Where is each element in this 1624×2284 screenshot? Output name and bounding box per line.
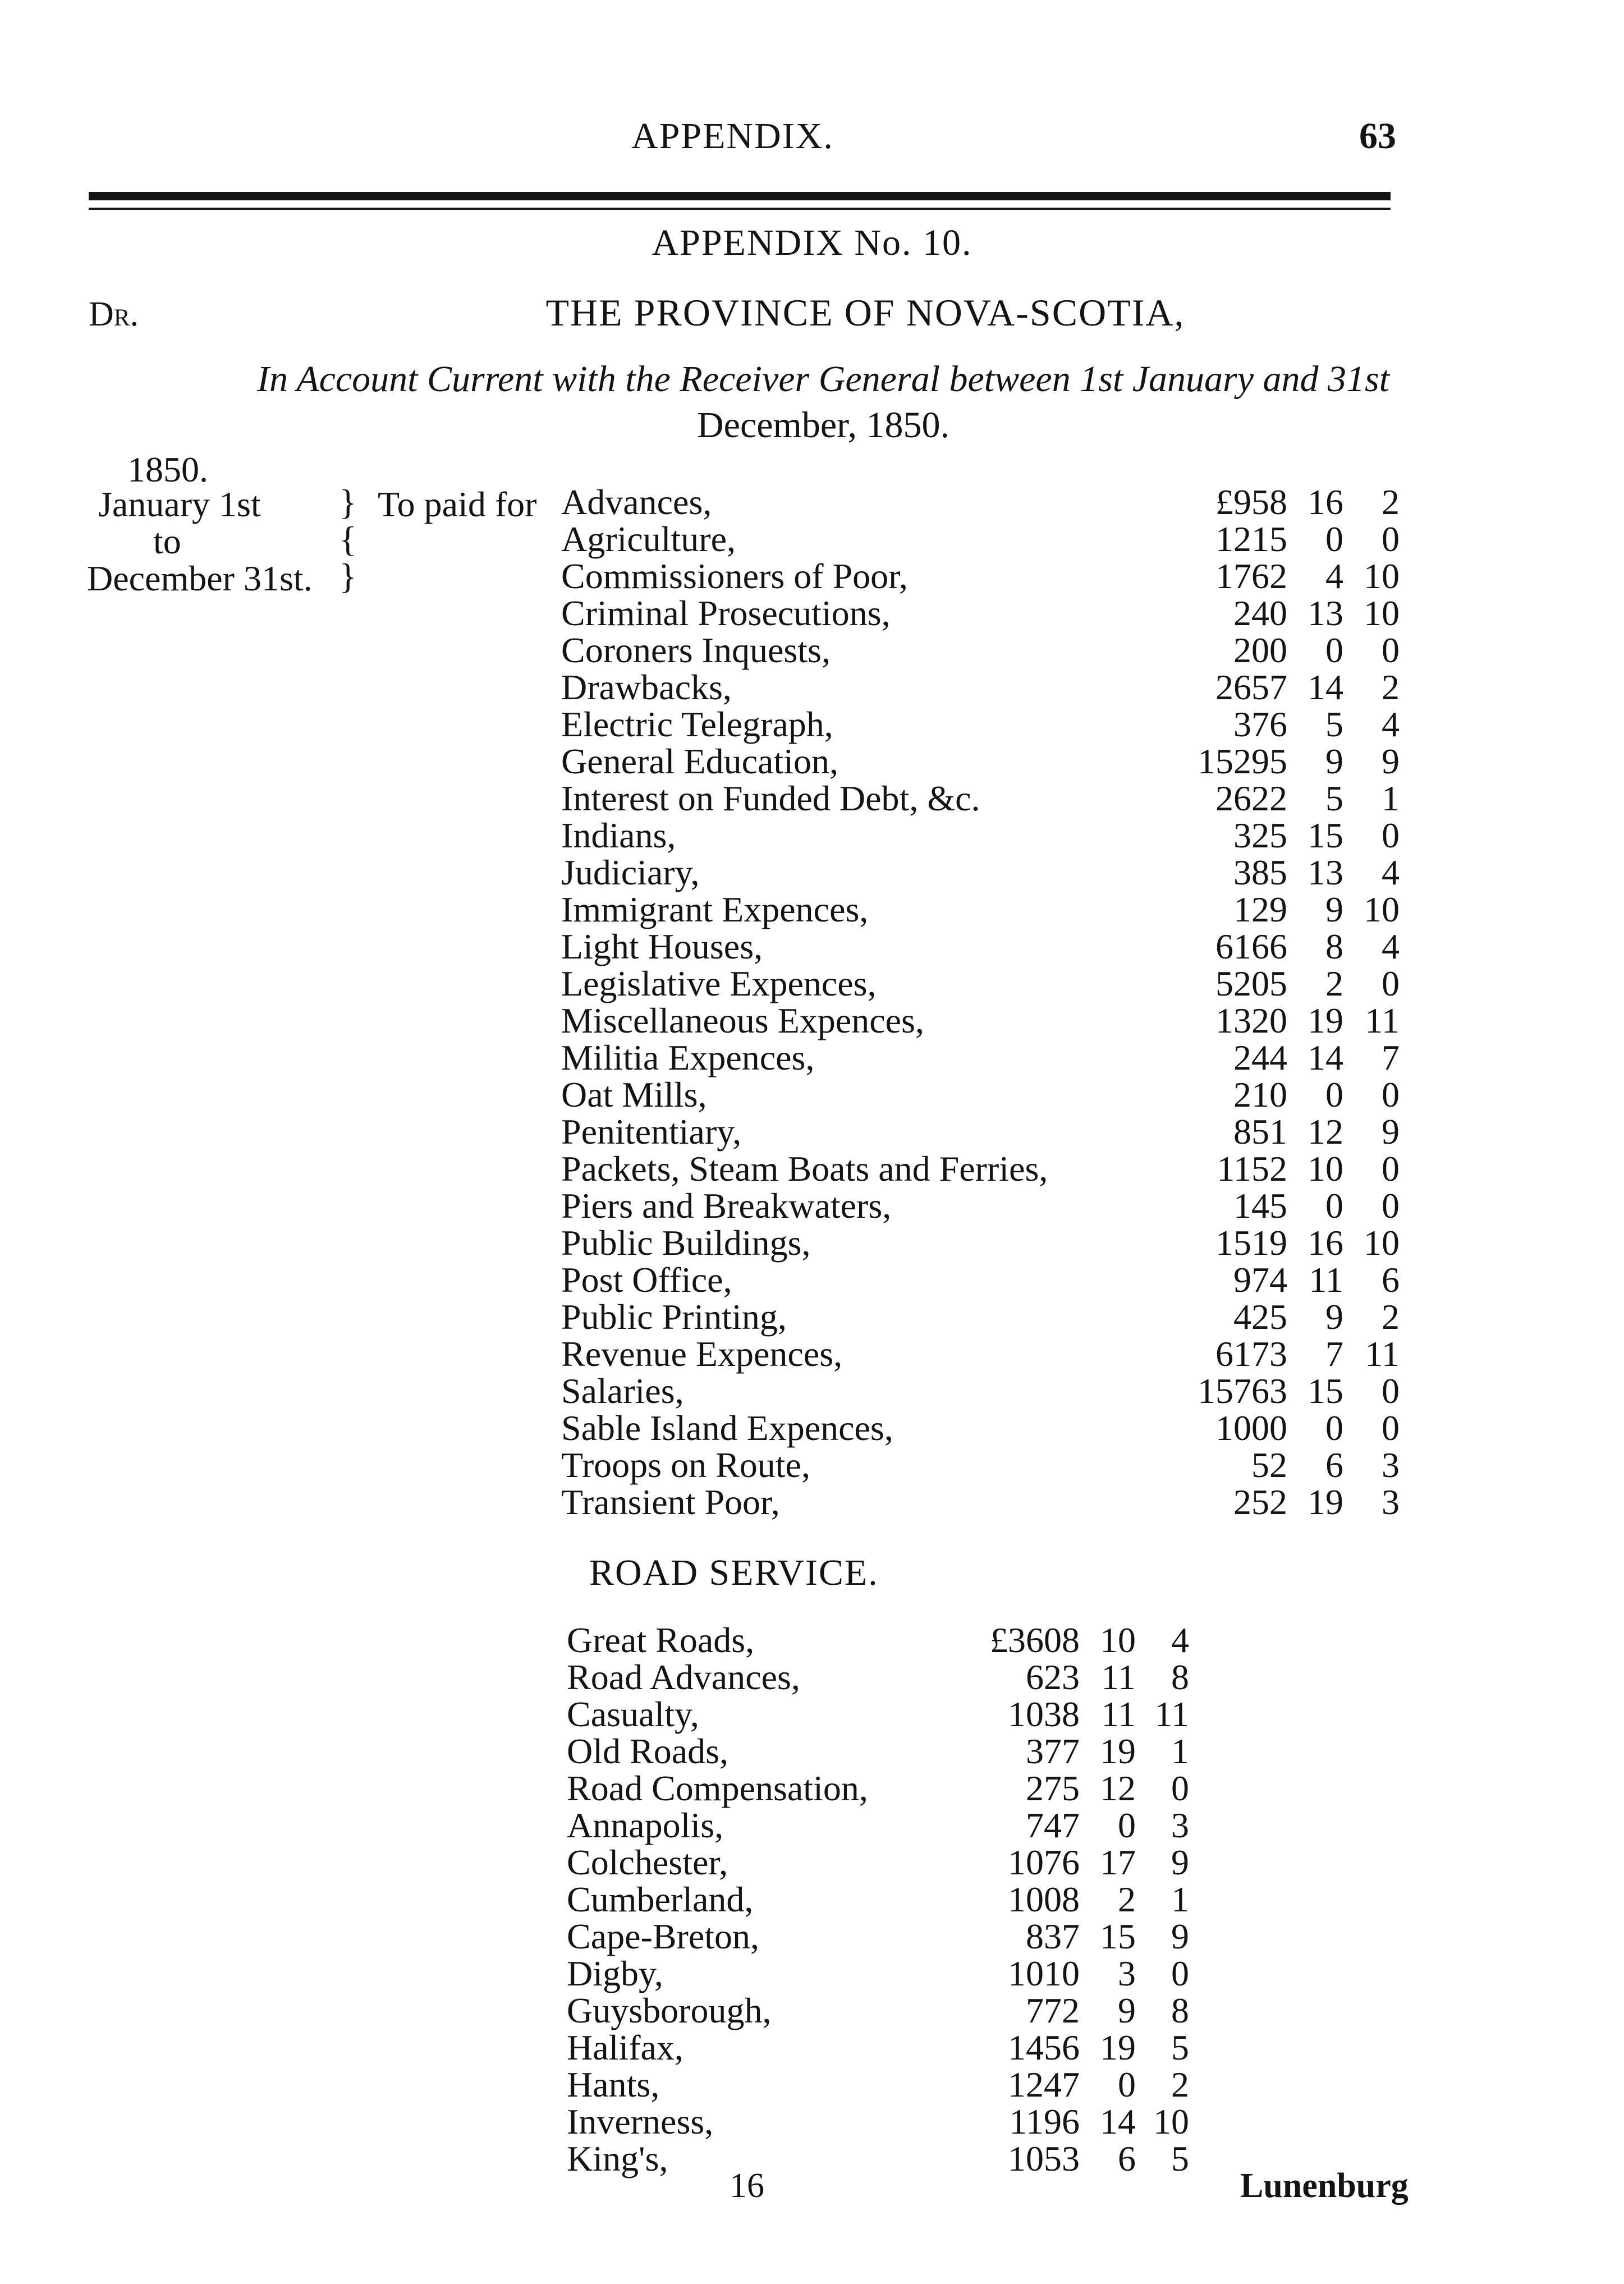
- amount-shillings: 15: [1100, 1916, 1136, 1956]
- ledger-row: [0, 632, 1624, 669]
- period-until: December 31st.: [87, 558, 313, 598]
- amount-pence: 9: [1382, 1112, 1400, 1152]
- amount-pounds: 385: [1233, 852, 1287, 892]
- amount-pounds: 1320: [1215, 1001, 1287, 1040]
- amount-shillings: 2: [1118, 1879, 1136, 1919]
- ledger-row: [0, 1002, 1624, 1039]
- amount-pounds: 1247: [1008, 2065, 1080, 2104]
- ledger-row: [0, 1696, 1624, 1733]
- amount-shillings: 14: [1100, 2102, 1136, 2141]
- amount-pence: 0: [1382, 815, 1400, 855]
- amount-pounds: 747: [1026, 1805, 1080, 1845]
- amount-pence: 0: [1382, 1186, 1400, 1226]
- amount-pounds: 851: [1233, 1112, 1287, 1152]
- amount-shillings: 9: [1325, 1297, 1343, 1337]
- ledger-row: [0, 1076, 1624, 1113]
- amount-pounds: 240: [1233, 593, 1287, 633]
- ledger-row: [0, 891, 1624, 928]
- ledger-row: [0, 1410, 1624, 1447]
- amount-pounds: 6166: [1215, 927, 1287, 966]
- ledger-item-label: Salaries,: [561, 1371, 684, 1411]
- amount-shillings: 7: [1325, 1334, 1343, 1374]
- ledger-row: [0, 1733, 1624, 1770]
- amount-pence: 4: [1382, 852, 1400, 892]
- amount-pence: 8: [1171, 1991, 1189, 2030]
- amount-shillings: 0: [1325, 519, 1343, 559]
- amount-pence: 0: [1171, 1768, 1189, 1808]
- ledger-row: [0, 2029, 1624, 2066]
- ledger-row: [0, 1447, 1624, 1484]
- period-year: 1850.: [127, 450, 208, 489]
- ledger-row: [0, 1844, 1624, 1881]
- ledger-item-label: Halifax,: [567, 2028, 683, 2067]
- ledger-item-label: Cumberland,: [567, 1879, 754, 1919]
- amount-shillings: 15: [1308, 815, 1343, 855]
- amount-pence: 0: [1382, 964, 1400, 1003]
- amount-shillings: 0: [1325, 1075, 1343, 1115]
- amount-pounds: 275: [1026, 1768, 1080, 1808]
- ledger-row: [0, 1955, 1624, 1992]
- amount-pence: 3: [1382, 1482, 1400, 1522]
- ledger-item-label: Casualty,: [567, 1694, 699, 1734]
- amount-pounds: 1215: [1215, 519, 1287, 559]
- amount-shillings: 11: [1101, 1694, 1136, 1734]
- ledger-item-label: Annapolis,: [567, 1805, 724, 1845]
- amount-shillings: 9: [1118, 1991, 1136, 2030]
- ledger-item-label: Electric Telegraph,: [561, 704, 833, 744]
- ledger-item-label: Sable Island Expences,: [561, 1408, 893, 1448]
- amount-pence: 1: [1171, 1879, 1189, 1919]
- amount-pounds: 1008: [1008, 1879, 1080, 1919]
- ledger-row: [0, 1224, 1624, 1262]
- amount-pounds: 15763: [1198, 1371, 1287, 1411]
- ledger-item-label: Digby,: [567, 1953, 663, 1993]
- ledger-item-label: Guysborough,: [567, 1991, 772, 2030]
- ledger-row: [0, 1262, 1624, 1299]
- running-header: [0, 115, 1624, 166]
- ledger-row: [0, 521, 1624, 558]
- amount-pence: 2: [1382, 1297, 1400, 1337]
- ledger-item-label: Packets, Steam Boats and Ferries,: [561, 1149, 1048, 1189]
- ledger-row: [0, 1113, 1624, 1150]
- amount-shillings: 0: [1325, 1186, 1343, 1226]
- amount-pounds: 837: [1026, 1916, 1080, 1956]
- amount-shillings: 3: [1118, 1953, 1136, 1993]
- amount-shillings: 0: [1118, 2065, 1136, 2104]
- amount-pounds: 1010: [1008, 1953, 1080, 1993]
- amount-pounds: 1196: [1009, 2102, 1080, 2141]
- amount-pence: 8: [1171, 1657, 1189, 1697]
- amount-pence: 1: [1382, 778, 1400, 818]
- subtitle-line-2: December, 1850.: [696, 405, 949, 446]
- amount-shillings: 13: [1308, 852, 1343, 892]
- road-service-title: ROAD SERVICE.: [589, 1552, 879, 1593]
- ledger-row: [0, 1373, 1624, 1410]
- ledger-item-label: Advances,: [561, 482, 712, 522]
- amount-pence: 0: [1382, 519, 1400, 559]
- ledger-row: [0, 1039, 1624, 1076]
- ledger-row: [0, 965, 1624, 1002]
- amount-pence: 7: [1382, 1038, 1400, 1077]
- amount-pounds: 145: [1233, 1186, 1287, 1226]
- ledger-row: [0, 854, 1624, 891]
- ledger-row: [0, 1992, 1624, 2029]
- amount-shillings: 0: [1325, 1408, 1343, 1448]
- amount-pence: 9: [1171, 1842, 1189, 1882]
- amount-pence: 0: [1382, 630, 1400, 670]
- amount-pounds: 377: [1026, 1731, 1080, 1771]
- amount-pounds: 772: [1026, 1991, 1080, 2030]
- amount-pounds: 1076: [1008, 1842, 1080, 1882]
- ledger-item-label: Post Office,: [561, 1260, 732, 1300]
- amount-pounds: 5205: [1215, 964, 1287, 1003]
- ledger-row: [0, 2066, 1624, 2103]
- ledger-row: [0, 669, 1624, 706]
- amount-shillings: 5: [1325, 704, 1343, 744]
- ledger-row: [0, 1881, 1624, 1918]
- ledger-row: [0, 1918, 1624, 1955]
- ledger-item-label: Penitentiary,: [561, 1112, 742, 1152]
- ledger-item-label: Light Houses,: [561, 927, 763, 966]
- amount-pounds: 2622: [1215, 778, 1287, 818]
- ledger-item-label: Judiciary,: [561, 852, 700, 892]
- amount-pounds: 15295: [1198, 741, 1287, 781]
- amount-pence: 1: [1171, 1731, 1189, 1771]
- amount-pence: 0: [1382, 1149, 1400, 1189]
- road-service-list: [0, 1622, 1624, 2177]
- amount-shillings: 11: [1309, 1260, 1343, 1300]
- ledger-row: [0, 1484, 1624, 1521]
- ledger-item-label: Road Advances,: [567, 1657, 800, 1697]
- amount-pence: 5: [1171, 2028, 1189, 2067]
- amount-pence: 6: [1382, 1260, 1400, 1300]
- ledger-item-label: Coroners Inquests,: [561, 630, 831, 670]
- catchword: Lunenburg: [1240, 2167, 1409, 2205]
- amount-pence: 0: [1171, 1953, 1189, 1993]
- ledger-item-label: Great Roads,: [567, 1620, 755, 1660]
- period-from: January 1st: [98, 484, 261, 524]
- ledger-item-label: Transient Poor,: [561, 1482, 780, 1522]
- ledger-row: [0, 1336, 1624, 1373]
- amount-pence: 10: [1364, 889, 1400, 929]
- amount-pounds: 200: [1233, 630, 1287, 670]
- ledger-row: [0, 743, 1624, 780]
- amount-pence: 0: [1382, 1371, 1400, 1411]
- amount-shillings: 19: [1100, 2028, 1136, 2067]
- amount-pence: 11: [1365, 1334, 1400, 1374]
- ledger-row: [0, 706, 1624, 743]
- amount-pence: 9: [1171, 1916, 1189, 1956]
- amount-shillings: 16: [1308, 482, 1343, 522]
- amount-shillings: 12: [1308, 1112, 1343, 1152]
- ledger-item-label: Public Buildings,: [561, 1223, 811, 1263]
- amount-pence: 10: [1364, 593, 1400, 633]
- amount-pence: 5: [1171, 2139, 1189, 2178]
- amount-pence: 2: [1382, 482, 1400, 522]
- ledger-row: [0, 1770, 1624, 1807]
- amount-shillings: 15: [1308, 1371, 1343, 1411]
- ledger-item-label: Agriculture,: [561, 519, 736, 559]
- ledger-item-label: Interest on Funded Debt, &c.: [561, 778, 980, 818]
- amount-pounds: 244: [1233, 1038, 1287, 1077]
- amount-pounds: 1519: [1215, 1223, 1287, 1263]
- amount-shillings: 17: [1100, 1842, 1136, 1882]
- ledger-item-label: Old Roads,: [567, 1731, 728, 1771]
- amount-pounds: 129: [1233, 889, 1287, 929]
- ledger-item-label: Road Compensation,: [567, 1768, 868, 1808]
- amount-shillings: 10: [1100, 1620, 1136, 1660]
- amount-shillings: 10: [1308, 1149, 1343, 1189]
- ledger-row: [0, 1187, 1624, 1224]
- ledger-row: [0, 928, 1624, 965]
- amount-pounds: 1456: [1008, 2028, 1080, 2067]
- period-to: to: [153, 521, 181, 561]
- ledger-item-label: Troops on Route,: [561, 1445, 810, 1485]
- amount-shillings: 8: [1325, 927, 1343, 966]
- debit-label: Dr.: [89, 295, 139, 333]
- amount-pounds: £3608: [990, 1620, 1080, 1660]
- ledger-row: [0, 1299, 1624, 1336]
- amount-pounds: 210: [1233, 1075, 1287, 1115]
- amount-pence: 3: [1171, 1805, 1189, 1845]
- ledger-item-label: Drawbacks,: [561, 667, 732, 707]
- page-number: 63: [1359, 116, 1396, 157]
- amount-pence: 3: [1382, 1445, 1400, 1485]
- ledger-item-label: Piers and Breakwaters,: [561, 1186, 892, 1226]
- ledger-row: [0, 1659, 1624, 1696]
- ledger-item-label: Cape-Breton,: [567, 1916, 759, 1956]
- amount-pence: 4: [1382, 704, 1400, 744]
- amount-shillings: 4: [1325, 556, 1343, 596]
- amount-pounds: 1038: [1008, 1694, 1080, 1734]
- amount-pence: 11: [1365, 1001, 1400, 1040]
- header-rule-thin: [89, 208, 1391, 210]
- ledger-row: [0, 595, 1624, 632]
- amount-pounds: 1000: [1215, 1408, 1287, 1448]
- amount-pounds: 1053: [1008, 2139, 1080, 2178]
- amount-shillings: 19: [1100, 1731, 1136, 1771]
- ledger-row: [0, 484, 1624, 521]
- ledger-item-label: Public Printing,: [561, 1297, 787, 1337]
- header-rule-thick: [89, 192, 1391, 200]
- ledger-item-label: Hants,: [567, 2065, 660, 2104]
- amount-shillings: 16: [1308, 1223, 1343, 1263]
- ledger-row: [0, 2103, 1624, 2140]
- amount-pence: 2: [1382, 667, 1400, 707]
- amount-pence: 0: [1382, 1075, 1400, 1115]
- ledger-item-label: Commissioners of Poor,: [561, 556, 908, 596]
- amount-pence: 2: [1171, 2065, 1189, 2104]
- amount-pence: 11: [1154, 1694, 1189, 1734]
- amount-pence: 0: [1382, 1408, 1400, 1448]
- amount-shillings: 6: [1325, 1445, 1343, 1485]
- ledger-item-label: Criminal Prosecutions,: [561, 593, 891, 633]
- amount-shillings: 19: [1308, 1001, 1343, 1040]
- amount-pounds: 2657: [1215, 667, 1287, 707]
- amount-pounds: 325: [1233, 815, 1287, 855]
- ledger-item-label: Indians,: [561, 815, 676, 855]
- ledger-row: [0, 780, 1624, 817]
- amount-pence: 4: [1171, 1620, 1189, 1660]
- amount-pounds: 6173: [1215, 1334, 1287, 1374]
- ledger-row: [0, 1807, 1624, 1844]
- amount-shillings: 14: [1308, 667, 1343, 707]
- amount-shillings: 11: [1101, 1657, 1136, 1697]
- to-paid-for-label: To paid for: [378, 484, 537, 524]
- amount-pence: 10: [1364, 556, 1400, 596]
- amount-shillings: 14: [1308, 1038, 1343, 1077]
- ledger-item-label: Legislative Expences,: [561, 964, 877, 1003]
- amount-pence: 9: [1382, 741, 1400, 781]
- ledger-row: [0, 558, 1624, 595]
- amount-shillings: 0: [1118, 1805, 1136, 1845]
- amount-pounds: 623: [1026, 1657, 1080, 1697]
- amount-shillings: 9: [1325, 741, 1343, 781]
- amount-pounds: 52: [1251, 1445, 1287, 1485]
- ledger-item-label: Miscellaneous Expences,: [561, 1001, 924, 1040]
- amount-pounds: 1762: [1215, 556, 1287, 596]
- ledger-item-label: King's,: [567, 2139, 668, 2178]
- period-brace: } { }: [339, 482, 357, 596]
- amount-pounds: 252: [1233, 1482, 1287, 1522]
- amount-shillings: 6: [1118, 2139, 1136, 2178]
- ledger-item-label: Oat Mills,: [561, 1075, 707, 1115]
- running-title: APPENDIX.: [631, 116, 834, 157]
- amount-shillings: 13: [1308, 593, 1343, 633]
- amount-shillings: 19: [1308, 1482, 1343, 1522]
- amount-shillings: 9: [1325, 889, 1343, 929]
- amount-pounds: £958: [1215, 482, 1287, 522]
- appendix-number: APPENDIX No. 10.: [652, 222, 972, 263]
- ledger-row: [0, 1150, 1624, 1187]
- amount-pounds: 1152: [1217, 1149, 1287, 1189]
- amount-pounds: 974: [1233, 1260, 1287, 1300]
- ledger-item-label: Inverness,: [567, 2102, 714, 2141]
- ledger-item-label: Colchester,: [567, 1842, 728, 1882]
- province-title: THE PROVINCE OF NOVA-SCOTIA,: [545, 291, 1185, 334]
- ledger-item-label: Immigrant Expences,: [561, 889, 869, 929]
- ledger-item-label: General Education,: [561, 741, 838, 781]
- expenditure-list: [0, 484, 1624, 1521]
- amount-shillings: 2: [1325, 964, 1343, 1003]
- amount-shillings: 0: [1325, 630, 1343, 670]
- amount-pence: 10: [1364, 1223, 1400, 1263]
- amount-shillings: 5: [1325, 778, 1343, 818]
- subtitle-line-1: In Account Current with the Receiver General between 1st January and 31st: [256, 359, 1390, 400]
- amount-pence: 10: [1153, 2102, 1189, 2141]
- amount-pounds: 425: [1233, 1297, 1287, 1337]
- amount-pence: 4: [1382, 927, 1400, 966]
- ledger-item-label: Militia Expences,: [561, 1038, 815, 1077]
- amount-shillings: 12: [1100, 1768, 1136, 1808]
- ledger-row: [0, 1622, 1624, 1659]
- ledger-row: [0, 817, 1624, 854]
- signature-mark: 16: [730, 2167, 764, 2205]
- ledger-item-label: Revenue Expences,: [561, 1334, 843, 1374]
- amount-pounds: 376: [1233, 704, 1287, 744]
